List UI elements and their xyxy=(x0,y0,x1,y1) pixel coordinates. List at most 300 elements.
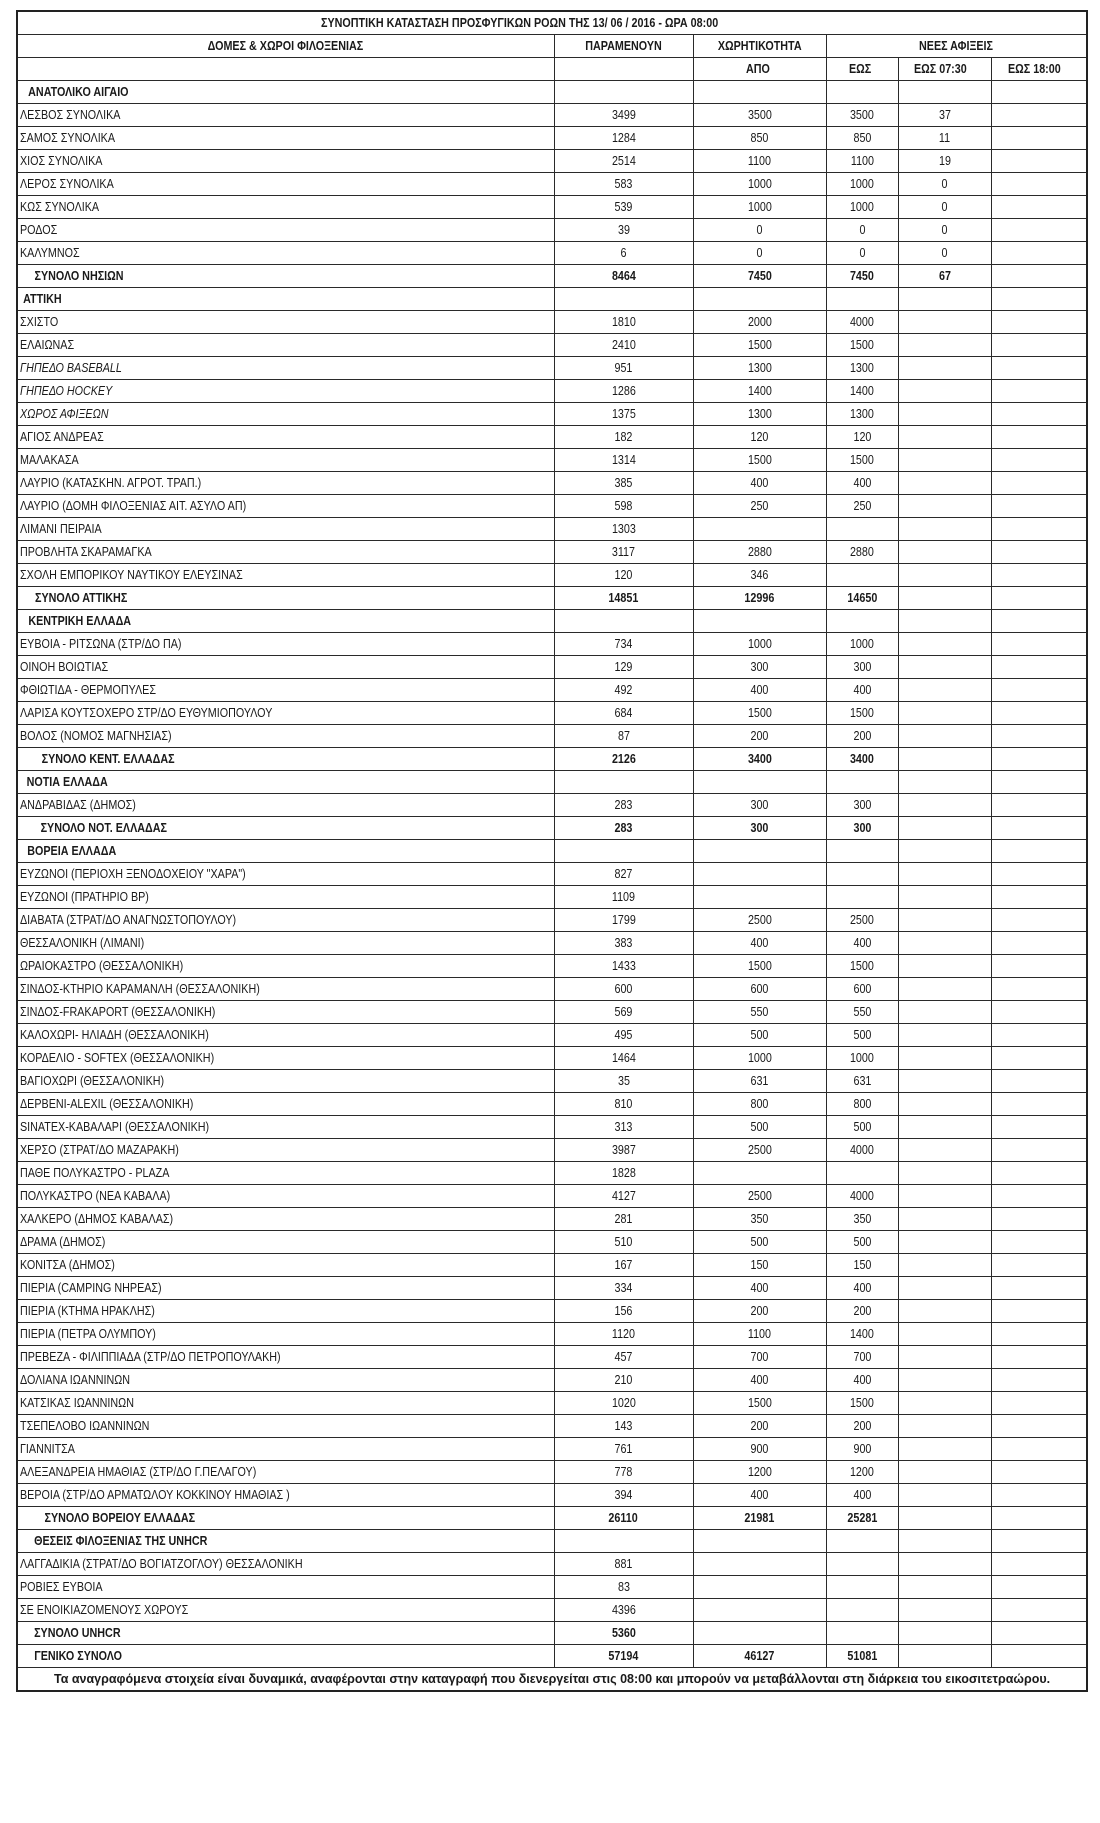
cell-remaining xyxy=(554,1599,693,1622)
row-label xyxy=(17,541,554,564)
total-label xyxy=(17,748,554,771)
cell-to xyxy=(826,1300,898,1323)
cell-to-1800 xyxy=(991,633,1087,656)
cell-remaining xyxy=(554,1622,693,1645)
cell-remaining-text: 120 xyxy=(614,568,633,582)
cell-remaining xyxy=(554,242,693,265)
cell-to xyxy=(826,1162,898,1185)
row-label xyxy=(17,1116,554,1139)
table-row xyxy=(17,679,1087,702)
cell-to-text: 1200 xyxy=(850,1465,874,1479)
cell-to xyxy=(826,633,898,656)
cell-to-text: 3400 xyxy=(850,752,874,766)
cell-remaining-text: 539 xyxy=(614,200,633,214)
cell-to xyxy=(826,1254,898,1277)
cell-to xyxy=(826,1415,898,1438)
cell-from xyxy=(693,1047,826,1070)
row-label xyxy=(17,1139,554,1162)
header-row xyxy=(17,35,1087,58)
cell-from xyxy=(693,978,826,1001)
cell-to-text: 1000 xyxy=(850,1051,874,1065)
cell-to-text: 300 xyxy=(853,660,871,674)
cell-from-text: 2000 xyxy=(747,315,772,329)
cell-remaining xyxy=(554,357,693,380)
total-label-text: ΣΥΝΟΛΟ ΚΕΝΤ. ΕΛΛΑΔΑΣ xyxy=(41,752,175,766)
cell-remaining-text: 1286 xyxy=(611,384,636,398)
header-remaining xyxy=(554,35,693,58)
row-label xyxy=(17,863,554,886)
cell-to-1800 xyxy=(991,955,1087,978)
cell-to xyxy=(826,1346,898,1369)
cell-from xyxy=(693,403,826,426)
table-row xyxy=(17,541,1087,564)
cell-from xyxy=(693,863,826,886)
table-title xyxy=(17,11,1087,35)
cell-remaining xyxy=(554,150,693,173)
empty-cell xyxy=(991,610,1087,633)
row-label xyxy=(17,1162,554,1185)
cell-remaining xyxy=(554,472,693,495)
cell-to-1800 xyxy=(991,886,1087,909)
cell-to-1800 xyxy=(991,1047,1087,1070)
cell-remaining-text: 4127 xyxy=(611,1189,636,1203)
section-title-text: ΘΕΣΕΙΣ ΦΙΛΟΞΕΝΙΑΣ ΤΗΣ UNHCR xyxy=(34,1534,208,1548)
table-row xyxy=(17,1392,1087,1415)
row-label xyxy=(17,886,554,909)
cell-to-0730 xyxy=(898,1093,991,1116)
cell-from xyxy=(693,1254,826,1277)
row-label xyxy=(17,1392,554,1415)
cell-from xyxy=(693,1484,826,1507)
cell-to xyxy=(826,748,898,771)
cell-to-1800 xyxy=(991,1346,1087,1369)
cell-to-text: 1000 xyxy=(850,177,874,191)
cell-to-0730 xyxy=(898,1254,991,1277)
cell-from-text: 1500 xyxy=(747,959,772,973)
cell-from-text: 350 xyxy=(750,1212,769,1226)
row-label-text: ΛΕΣΒΟΣ ΣΥΝΟΛΙΚΑ xyxy=(20,108,121,122)
row-label-text: ΑΛΕΞΑΝΔΡΕΙΑ ΗΜΑΘΙΑΣ (ΣΤΡ/ΔΟ Γ.ΠΕΛΑΓΟΥ) xyxy=(20,1465,257,1479)
cell-to-0730 xyxy=(898,1001,991,1024)
cell-remaining-text: 39 xyxy=(617,223,630,237)
cell-remaining-text: 1109 xyxy=(611,890,636,904)
cell-to-0730 xyxy=(898,633,991,656)
cell-remaining xyxy=(554,380,693,403)
total-label-text: ΣΥΝΟΛΟ ΝΗΣΙΩΝ xyxy=(34,269,124,283)
cell-to-text: 350 xyxy=(853,1212,871,1226)
cell-remaining xyxy=(554,656,693,679)
cell-to-1800 xyxy=(991,932,1087,955)
cell-to-text: 200 xyxy=(853,729,871,743)
total-label-text: ΣΥΝΟΛΟ ΒΟΡΕΙΟΥ ΕΛΛΑΔΑΣ xyxy=(44,1511,196,1525)
cell-from xyxy=(693,1645,826,1668)
cell-to-0730 xyxy=(898,150,991,173)
cell-to-text: 1500 xyxy=(850,1396,874,1410)
cell-to-0730 xyxy=(898,1116,991,1139)
cell-to-1800 xyxy=(991,127,1087,150)
cell-to-0730-text: 0 xyxy=(941,223,948,237)
cell-to-text: 1500 xyxy=(850,453,874,467)
cell-from-text: 300 xyxy=(750,660,769,674)
row-label-text: ΒΕΡΟΙΑ (ΣΤΡ/ΔΟ ΑΡΜΑΤΩΛΟΥ ΚΟΚΚΙΝΟΥ ΗΜΑΘΙΑΣ ) xyxy=(20,1488,290,1502)
cell-to-text: 1500 xyxy=(850,959,874,973)
subheader-empty xyxy=(554,58,693,81)
row-label-text: ΛΑΥΡΙΟ (ΔΟΜΗ ΦΙΛΟΞΕΝΙΑΣ ΑΙΤ. ΑΣΥΛΟ ΑΠ) xyxy=(20,499,247,513)
cell-to-1800 xyxy=(991,495,1087,518)
cell-remaining-text: 761 xyxy=(614,1442,633,1456)
cell-to-1800 xyxy=(991,219,1087,242)
row-label xyxy=(17,1553,554,1576)
empty-cell xyxy=(554,288,693,311)
cell-remaining xyxy=(554,1461,693,1484)
total-label xyxy=(17,1507,554,1530)
cell-remaining xyxy=(554,955,693,978)
section-title xyxy=(17,288,554,311)
section-title-text: ΚΕΝΤΡΙΚΗ ΕΛΛΑΔΑ xyxy=(28,614,132,628)
cell-to-0730 xyxy=(898,495,991,518)
row-label xyxy=(17,150,554,173)
cell-to-text: 200 xyxy=(853,1419,871,1433)
section-total-row xyxy=(17,265,1087,288)
cell-to-1800 xyxy=(991,242,1087,265)
table-row xyxy=(17,334,1087,357)
cell-remaining xyxy=(554,1645,693,1668)
cell-to-1800 xyxy=(991,449,1087,472)
cell-to-0730-text: 67 xyxy=(938,269,951,283)
cell-to-1800 xyxy=(991,1438,1087,1461)
cell-from xyxy=(693,472,826,495)
empty-cell xyxy=(693,288,826,311)
cell-from xyxy=(693,817,826,840)
cell-to-0730 xyxy=(898,1185,991,1208)
empty-cell xyxy=(991,771,1087,794)
row-label xyxy=(17,1346,554,1369)
cell-to-0730 xyxy=(898,886,991,909)
cell-to-1800 xyxy=(991,334,1087,357)
row-label xyxy=(17,932,554,955)
cell-from-text: 1000 xyxy=(747,177,772,191)
cell-to-text: 400 xyxy=(853,683,871,697)
cell-remaining xyxy=(554,725,693,748)
cell-from xyxy=(693,1300,826,1323)
row-label xyxy=(17,1576,554,1599)
section-total-row xyxy=(17,817,1087,840)
row-label-text: ΟΙΝΟΗ ΒΟΙΩΤΙΑΣ xyxy=(20,660,109,674)
cell-remaining xyxy=(554,219,693,242)
cell-to xyxy=(826,472,898,495)
cell-to-0730-text: 19 xyxy=(938,154,951,168)
row-label xyxy=(17,219,554,242)
row-label xyxy=(17,1070,554,1093)
cell-from-text: 550 xyxy=(750,1005,769,1019)
cell-to-0730-text: 0 xyxy=(941,200,948,214)
cell-remaining xyxy=(554,1254,693,1277)
cell-from-text: 250 xyxy=(750,499,769,513)
cell-from-text: 1000 xyxy=(747,200,772,214)
cell-to-0730 xyxy=(898,426,991,449)
row-label xyxy=(17,1254,554,1277)
cell-to xyxy=(826,219,898,242)
cell-from xyxy=(693,702,826,725)
cell-remaining-text: 1464 xyxy=(611,1051,636,1065)
cell-from xyxy=(693,426,826,449)
cell-from xyxy=(693,1599,826,1622)
empty-cell xyxy=(554,610,693,633)
empty-cell xyxy=(898,610,991,633)
cell-from-text: 2500 xyxy=(747,913,772,927)
empty-cell xyxy=(826,81,898,104)
cell-from-text: 600 xyxy=(750,982,769,996)
empty-cell xyxy=(898,771,991,794)
total-label xyxy=(17,817,554,840)
table-row xyxy=(17,1277,1087,1300)
cell-to-0730-text: 37 xyxy=(938,108,951,122)
row-label xyxy=(17,656,554,679)
empty-cell xyxy=(898,840,991,863)
cell-to-1800 xyxy=(991,817,1087,840)
row-label xyxy=(17,1185,554,1208)
cell-to-1800 xyxy=(991,863,1087,886)
cell-to-text: 850 xyxy=(853,131,871,145)
row-label-text: ΑΝΔΡΑΒΙΔΑΣ (ΔΗΜΟΣ) xyxy=(20,798,136,812)
empty-cell xyxy=(826,840,898,863)
section-title xyxy=(17,81,554,104)
table-row xyxy=(17,978,1087,1001)
cell-to xyxy=(826,1645,898,1668)
cell-to-text: 4000 xyxy=(850,1189,874,1203)
cell-remaining-text: 83 xyxy=(617,1580,630,1594)
row-label-text: ΡΟΒΙΕΣ ΕΥΒΟΙΑ xyxy=(20,1580,103,1594)
row-label-text: ΓΙΑΝΝΙΤΣΑ xyxy=(20,1442,75,1456)
cell-remaining-text: 1375 xyxy=(611,407,636,421)
cell-remaining xyxy=(554,932,693,955)
cell-to-0730 xyxy=(898,794,991,817)
cell-to xyxy=(826,1599,898,1622)
row-label xyxy=(17,978,554,1001)
cell-to-text: 900 xyxy=(853,1442,871,1456)
total-label xyxy=(17,1622,554,1645)
table-row xyxy=(17,173,1087,196)
cell-to-0730 xyxy=(898,1369,991,1392)
cell-from xyxy=(693,1438,826,1461)
table-row xyxy=(17,1139,1087,1162)
cell-to xyxy=(826,380,898,403)
cell-remaining xyxy=(554,1323,693,1346)
cell-from-text: 2880 xyxy=(747,545,772,559)
empty-cell xyxy=(991,1530,1087,1553)
table-row xyxy=(17,495,1087,518)
row-label-text: ΧΕΡΣΟ (ΣΤΡΑΤ/ΔΟ ΜΑΖΑΡΑΚΗ) xyxy=(20,1143,179,1157)
cell-remaining-text: 8464 xyxy=(611,269,636,283)
cell-to-text: 120 xyxy=(853,430,871,444)
cell-remaining-text: 334 xyxy=(614,1281,633,1295)
cell-to-text: 400 xyxy=(853,1281,871,1295)
table-row xyxy=(17,1415,1087,1438)
row-label-text: ΔΙΑΒΑΤΑ (ΣΤΡΑΤ/ΔΟ ΑΝΑΓΝΩΣΤΟΠΟΥΛΟΥ) xyxy=(20,913,237,927)
row-label xyxy=(17,1277,554,1300)
cell-remaining-text: 1828 xyxy=(611,1166,636,1180)
cell-to xyxy=(826,1070,898,1093)
cell-to-text: 2880 xyxy=(850,545,874,559)
cell-to-1800 xyxy=(991,1323,1087,1346)
cell-from xyxy=(693,1346,826,1369)
cell-to-text: 300 xyxy=(853,798,871,812)
row-label-text: ΚΑΛΥΜΝΟΣ xyxy=(20,246,80,260)
cell-remaining xyxy=(554,265,693,288)
total-label-text: ΣΥΝΟΛΟ ΑΤΤΙΚΗΣ xyxy=(35,591,128,605)
section-title xyxy=(17,610,554,633)
cell-from xyxy=(693,173,826,196)
cell-to-text: 500 xyxy=(853,1120,871,1134)
table-row xyxy=(17,127,1087,150)
header-capacity xyxy=(693,35,826,58)
table-row xyxy=(17,932,1087,955)
table-row xyxy=(17,1438,1087,1461)
row-label-text: ΛΑΡΙΣΑ ΚΟΥΤΣΟΧΕΡΟ ΣΤΡ/ΔΟ ΕΥΘΥΜΙΟΠΟΥΛΟΥ xyxy=(20,706,273,720)
cell-to-1800 xyxy=(991,725,1087,748)
row-label xyxy=(17,495,554,518)
row-label-text: ΧΑΛΚΕΡΟ (ΔΗΜΟΣ ΚΑΒΑΛΑΣ) xyxy=(20,1212,174,1226)
table-row xyxy=(17,196,1087,219)
cell-to-1800 xyxy=(991,1162,1087,1185)
cell-to-text: 1500 xyxy=(850,338,874,352)
subheader-row xyxy=(17,58,1087,81)
table-row xyxy=(17,702,1087,725)
cell-from-text: 21981 xyxy=(744,1511,775,1525)
cell-to xyxy=(826,426,898,449)
row-label xyxy=(17,242,554,265)
cell-from xyxy=(693,150,826,173)
cell-to-text: 500 xyxy=(853,1028,871,1042)
row-label-text: ΠΙΕΡΙΑ (ΠΕΤΡΑ ΟΛΥΜΠΟΥ) xyxy=(20,1327,156,1341)
cell-remaining xyxy=(554,564,693,587)
row-label-text: ΔΕΡΒΕΝΙ-ALEXIL (ΘΕΣΣΑΛΟΝΙΚΗ) xyxy=(20,1097,194,1111)
empty-cell xyxy=(991,840,1087,863)
cell-remaining xyxy=(554,518,693,541)
section-total-row xyxy=(17,1622,1087,1645)
cell-to xyxy=(826,403,898,426)
row-label xyxy=(17,518,554,541)
cell-remaining xyxy=(554,1300,693,1323)
cell-to xyxy=(826,1139,898,1162)
cell-remaining xyxy=(554,748,693,771)
cell-to-text: 0 xyxy=(859,246,865,260)
cell-remaining xyxy=(554,1346,693,1369)
cell-remaining-text: 35 xyxy=(617,1074,630,1088)
subheader-to-1800 xyxy=(991,58,1087,81)
empty-cell xyxy=(693,840,826,863)
header-remaining-text: ΠΑΡΑΜΕΝΟΥΝ xyxy=(585,39,662,53)
cell-to-1800 xyxy=(991,1484,1087,1507)
cell-from xyxy=(693,541,826,564)
cell-remaining xyxy=(554,863,693,886)
cell-from-text: 1100 xyxy=(747,1327,772,1341)
cell-to-0730 xyxy=(898,1024,991,1047)
cell-to-1800 xyxy=(991,265,1087,288)
table-row xyxy=(17,1553,1087,1576)
cell-to xyxy=(826,656,898,679)
cell-remaining-text: 26110 xyxy=(608,1511,639,1525)
cell-remaining xyxy=(554,1185,693,1208)
header-structures xyxy=(17,35,554,58)
footnote xyxy=(17,1668,1087,1692)
cell-remaining-text: 313 xyxy=(614,1120,633,1134)
cell-from-text: 400 xyxy=(750,1373,769,1387)
table-row xyxy=(17,426,1087,449)
cell-to xyxy=(826,1277,898,1300)
cell-to-text: 4000 xyxy=(850,315,874,329)
cell-from xyxy=(693,1231,826,1254)
cell-from xyxy=(693,1277,826,1300)
total-label xyxy=(17,1645,554,1668)
table-row xyxy=(17,1231,1087,1254)
table-row xyxy=(17,1070,1087,1093)
cell-remaining-text: 167 xyxy=(614,1258,633,1272)
cell-from-text: 200 xyxy=(750,1304,769,1318)
section-title-text: ΒΟΡΕΙΑ ΕΛΛΑΔΑ xyxy=(27,844,117,858)
row-label-text: ΣΧΙΣΤΟ xyxy=(20,315,59,329)
cell-to-0730 xyxy=(898,518,991,541)
cell-to-text: 800 xyxy=(853,1097,871,1111)
cell-remaining-text: 600 xyxy=(614,982,633,996)
row-label-text: ΧΩΡΟΣ ΑΦΙΞΕΩΝ xyxy=(20,407,109,421)
cell-remaining xyxy=(554,587,693,610)
cell-to xyxy=(826,242,898,265)
cell-to-0730 xyxy=(898,1576,991,1599)
empty-cell xyxy=(898,81,991,104)
cell-to-0730 xyxy=(898,656,991,679)
cell-remaining xyxy=(554,978,693,1001)
cell-remaining xyxy=(554,334,693,357)
cell-to-0730 xyxy=(898,1231,991,1254)
cell-remaining xyxy=(554,702,693,725)
cell-to-0730 xyxy=(898,1277,991,1300)
subheader-to-0730-text: ΕΩΣ 07:30 xyxy=(913,62,967,76)
cell-to-text: 7450 xyxy=(850,269,874,283)
cell-remaining xyxy=(554,1116,693,1139)
cell-to-0730 xyxy=(898,702,991,725)
cell-from xyxy=(693,1323,826,1346)
cell-from-text: 800 xyxy=(750,1097,769,1111)
table-row xyxy=(17,518,1087,541)
cell-remaining-text: 1120 xyxy=(611,1327,636,1341)
cell-to-text: 1300 xyxy=(850,361,874,375)
cell-to xyxy=(826,1231,898,1254)
cell-from xyxy=(693,311,826,334)
cell-remaining-text: 156 xyxy=(614,1304,633,1318)
cell-to-1800 xyxy=(991,1231,1087,1254)
cell-from xyxy=(693,449,826,472)
cell-to-1800 xyxy=(991,679,1087,702)
cell-from-text: 150 xyxy=(750,1258,769,1272)
row-label-text: SINATEX-ΚΑΒΑΛΑΡΙ (ΘΕΣΣΑΛΟΝΙΚΗ) xyxy=(20,1120,210,1134)
row-label-text: ΔΡΑΜΑ (ΔΗΜΟΣ) xyxy=(20,1235,106,1249)
cell-to-0730 xyxy=(898,1438,991,1461)
cell-from-text: 1300 xyxy=(747,361,772,375)
cell-from-text: 500 xyxy=(750,1120,769,1134)
row-label-text: ΚΑΛΟΧΩΡΙ- ΗΛΙΑΔΗ (ΘΕΣΣΑΛΟΝΙΚΗ) xyxy=(20,1028,209,1042)
cell-from-text: 850 xyxy=(750,131,769,145)
section-header-row xyxy=(17,610,1087,633)
cell-remaining xyxy=(554,1484,693,1507)
cell-from xyxy=(693,1139,826,1162)
empty-cell xyxy=(898,1530,991,1553)
cell-to xyxy=(826,311,898,334)
cell-from xyxy=(693,518,826,541)
cell-remaining xyxy=(554,311,693,334)
cell-to-1800 xyxy=(991,104,1087,127)
cell-to-0730 xyxy=(898,748,991,771)
